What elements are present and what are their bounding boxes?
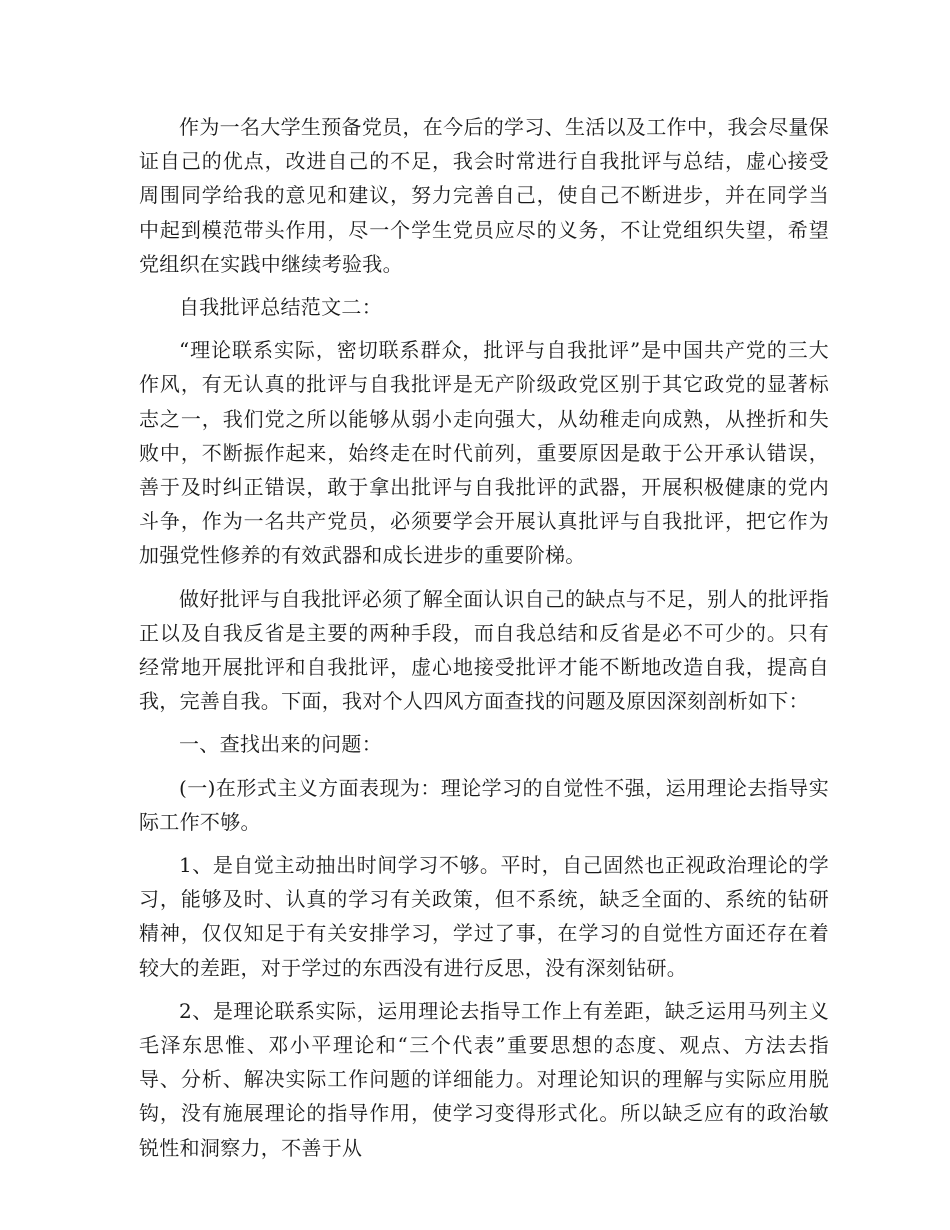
- subheading-formalism: (一)在形式主义方面表现为：理论学习的自觉性不强，运用理论去指导实际工作不够。: [139, 775, 829, 834]
- document-body: [139, 110, 829, 1174]
- list-item-2: 2、是理论联系实际，运用理论去指导工作上有差距，缺乏运用马列主义毛泽东思惟、邓小平理论和“三个代表”重要思想的态度、观点、方法去指导、分析、解决实际工作问题的详细能力。对理论知识的理解与实际应用脱钩，没有施展理论的指导作用，使学习变得形式化。所以缺乏应有的政治敏锐性和洞察力，不善于从: [139, 998, 829, 1160]
- list-item-1: 1、是自觉主动抽出时间学习不够。平时，自己固然也正视政治理论的学习，能够及时、认真的学习有关政策，但不系统，缺乏全面的、系统的钻研精神，仅仅知足于有关安排学习，学过了事，在学习的自觉性方面还存在着较大的差距，对于学过的东西没有进行反思，没有深刻钻研。: [139, 853, 829, 980]
- section-heading-sample-two: 自我批评总结范文二：: [179, 295, 382, 320]
- paragraph-three-styles: “理论联系实际，密切联系群众，批评与自我批评”是中国共产党的三大作风，有无认真的批评与自我批评是无产阶级政党区别于其它政党的显著标志之一，我们党之所以能够从弱小走向强大，从幼稚走向成熟，从挫折和失败中，不断振作起来，始终走在时代前列，重要原因是敢于公开承认错误，善于及时纠正错误，敢于拿出批评与自我批评的武器，开展积极健康的党内斗争，作为一名共产党员，必须要学会开展认真批评与自我批评，把它作为加强党性修养的有效武器和成长进步的重要阶梯。: [139, 338, 829, 568]
- paragraph-intro-pledge: 作为一名大学生预备党员，在今后的学习、生活以及工作中，我会尽量保证自己的优点，改进自己的不足，我会时常进行自我批评与总结，虚心接受周围同学给我的意见和建议，努力完善自己，使自己不断进步，并在同学当中起到模范带头作用，尽一个学生党员应尽的义务，不让党组织失望，希望党组织在实践中继续考验我。: [139, 115, 829, 276]
- heading-problems-found: 一、查找出来的问题：: [179, 732, 382, 757]
- paragraph-self-criticism-method: 做好批评与自我批评必须了解全面认识自己的缺点与不足，别人的批评指正以及自我反省是主要的两种手段，而自我总结和反省是必不可少的。只有经常地开展批评和自我批评，虚心地接受批评才能不断地改造自我，提高自我，完善自我。下面，我对个人四风方面查找的问题及原因深刻剖析如下：: [139, 586, 829, 714]
